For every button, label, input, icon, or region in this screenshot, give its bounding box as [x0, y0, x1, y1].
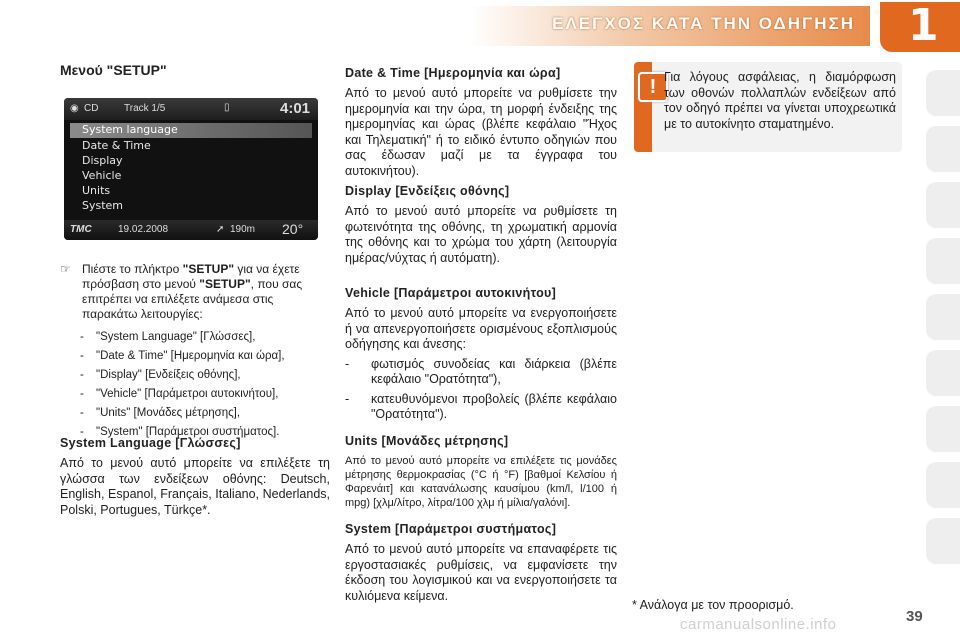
section-title: System Language [Γλώσσες] — [60, 436, 241, 450]
list-item: - "Date & Time" [Ημερομηνία και ώρα], — [80, 350, 285, 362]
pointer-hand-icon: ☞ — [60, 262, 71, 276]
section-system — [345, 522, 617, 604]
section-text: Από το μενού αυτό μπορείτε να επιλέξετε τις μονάδες μέτρησης θερμοκρασίας (°C ή °F) [βαθμοί Κελσίου ή Φαρενάιτ] και κατανάλωσης καυσίμου (km/l, l/100 ή mpg) [χλμ/λίτρο, λίτρα/100 χλμ ή μίλια/γαλόνι]. — [345, 455, 617, 509]
screen-distance: 190m — [230, 224, 256, 235]
side-tabs — [926, 70, 960, 600]
side-tab — [926, 406, 960, 452]
intro-instruction: ☞ Πιέστε το πλήκτρο "SETUP" για να έχετε πρόσβαση στο μενού "SETUP", που σας επιτρέπει να επιλέξετε ανάμεσα στις παρακάτω λειτουργίες: — [60, 262, 303, 321]
side-tab — [926, 70, 960, 116]
intro-block — [60, 262, 330, 442]
side-tab — [926, 462, 960, 508]
warning-text: Για λόγους ασφάλειας, η διαμόρφωση των οθονών πολλαπλών ενδείξεων από τον οδηγό πρέπει να γίνεται υποχρεωτικά με το αυτοκίνητο σταματημένο. — [664, 70, 896, 131]
display-screen — [64, 98, 318, 240]
page-header — [0, 0, 960, 52]
side-tab — [926, 350, 960, 396]
section-display — [345, 184, 617, 266]
screen-temperature: 20° — [282, 221, 304, 237]
section-units — [345, 434, 617, 510]
page-number: 39 — [906, 608, 923, 625]
tmc-label: TMC — [70, 224, 92, 235]
side-tab — [926, 518, 960, 564]
section-title: Vehicle [Παράμετροι αυτοκινήτου] — [345, 286, 557, 300]
list-item: - "Display" [Ενδείξεις οθόνης], — [80, 369, 241, 381]
watermark: carmanualsonline.info — [680, 616, 837, 633]
section-text: Από το μενού αυτό μπορείτε να ρυθμίσετε την ημερομηνία και την ώρα, τη μορφή ένδειξης της ημερομηνίας και ώρας (βλέπε κεφάλαιο "Ήχος και Τηλεματική" ή το ειδικό έντυπο οδηγιών που σας έδωσαν μαζί με τα έγγραφα του αυτοκινήτου). — [345, 86, 617, 178]
section-text: Από το μενού αυτό μπορείτε να ρυθμίσετε τη φωτεινότητα της οθόνης, τη χρωματική αρμονία της οθόνης και το χρώμα του χάρτη (λειτουργία ημέρας/νύχτας ή αυτόματη). — [345, 204, 617, 265]
section-title: System [Παράμετροι συστήματος] — [345, 522, 557, 536]
screen-menu-item-vehicle: Vehicle — [82, 169, 122, 182]
screen-track: Track 1/5 — [124, 103, 166, 114]
section-title: Display [Ενδείξεις οθόνης] — [345, 184, 510, 198]
footnote: * Ανάλογα με τον προορισμό. — [632, 598, 794, 612]
list-item: - κατευθυνόμενοι προβολείς (βλέπε κεφάλαιο "Ορατότητα"). — [345, 391, 617, 421]
list-item: - "System Language" [Γλώσσες], — [80, 331, 256, 343]
screen-source: CD — [84, 103, 99, 114]
section-text: Από το μενού αυτό μπορείτε να ενεργοποιήσετε ή να απενεργοποιήσετε ορισμένους εξοπλισμούς οδήγησης και άνεσης: — [345, 306, 617, 351]
section-language — [60, 436, 330, 518]
section-title: Date & Time [Ημερομηνία και ώρα] — [345, 66, 561, 80]
side-tab — [926, 182, 960, 228]
section-text: Από το μενού αυτό μπορείτε να επιλέξετε τη γλώσσα των ενδείξεων οθόνης: Deutsch, English, Espanol, Français, Italiano, Nederlands, Polski, Portugues, Türkçe*. — [60, 456, 330, 517]
list-item: - "Units" [Μονάδες μέτρησης], — [80, 407, 241, 419]
section-datetime — [345, 66, 617, 179]
list-item: - φωτισμός συνοδείας και διάρκεια (βλέπε κεφάλαιο "Ορατότητα"), — [345, 356, 617, 386]
side-tab — [926, 238, 960, 284]
screen-status-bar — [64, 98, 318, 120]
screen-menu-item-units: Units — [82, 184, 111, 197]
list-item: - "System" [Παράμετροι συστήματος]. — [80, 426, 280, 438]
side-tab — [926, 126, 960, 172]
list-item: - "Vehicle" [Παράμετροι αυτοκινήτου], — [80, 388, 279, 400]
menu-title: Μενού "SETUP" — [60, 62, 167, 78]
warning-icon: ! — [638, 72, 668, 102]
section-title: Units [Μονάδες μέτρησης] — [345, 434, 509, 448]
screen-menu-item-system: System — [82, 199, 124, 212]
section-text: Από το μενού αυτό μπορείτε να επαναφέρετε τις εργοστασιακές ρυθμίσεις, να εμφανίσετε την έκδοση του λογισμικού και να ενεργοποιήσετε τα κυλιόμενα κείμενα. — [345, 542, 617, 603]
screen-menu-item-date-time: Date & Time — [82, 139, 151, 152]
screen-time: 4:01 — [280, 100, 311, 117]
screen-footer-bar — [64, 220, 318, 240]
chapter-number: 1 — [908, 0, 939, 51]
side-tab — [926, 294, 960, 340]
cd-icon: ◉ — [70, 103, 79, 114]
screen-menu-item-display: Display — [82, 154, 123, 167]
screen-date: 19.02.2008 — [118, 224, 169, 235]
section-vehicle — [345, 286, 617, 423]
distance-icon: ➚ — [216, 224, 225, 235]
page-title: ΕΛΕΓΧΟΣ ΚΑΤΑ ΤΗΝ ΟΔΗΓΗΣΗ — [552, 14, 855, 33]
screen-menu-item-system-language: System language — [70, 123, 312, 138]
safety-warning-box — [634, 62, 902, 152]
phone-icon: ▯ — [224, 102, 230, 113]
